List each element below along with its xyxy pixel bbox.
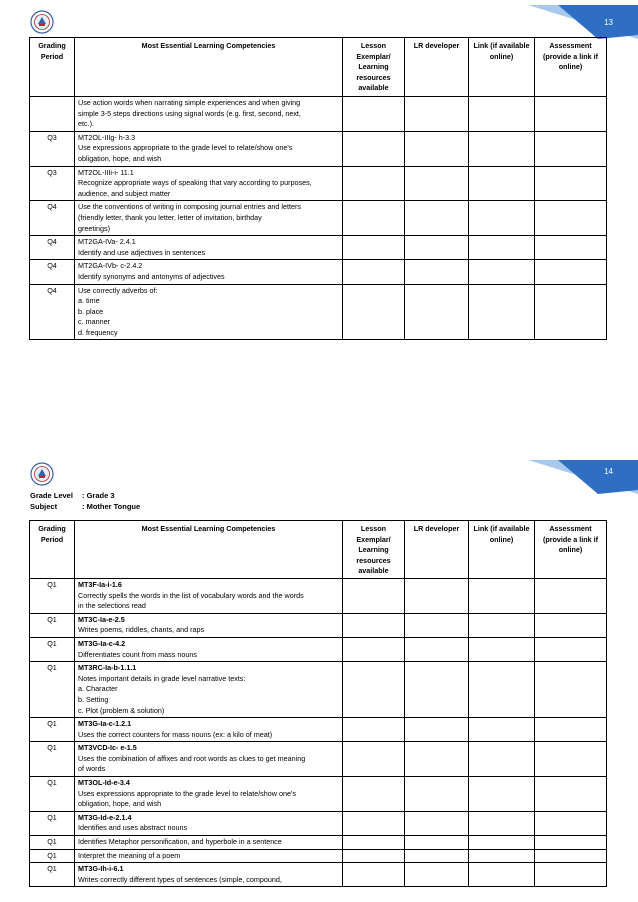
lr-developer-cell — [405, 578, 469, 613]
grading-period-cell: Q1 — [30, 718, 75, 742]
grading-period-cell: Q1 — [30, 637, 75, 661]
lesson-exemplar-cell — [343, 284, 405, 340]
competency-code: MT3VCD-Ic- e-1.5 — [78, 743, 137, 753]
subject-row — [30, 501, 140, 512]
competency-code: MT2GA-IVb- c-2.4.2 — [78, 261, 143, 271]
table-header-row — [30, 38, 607, 97]
lr-developer-cell — [405, 836, 469, 850]
grading-period-cell: Q1 — [30, 836, 75, 850]
link-cell — [469, 236, 535, 260]
link-cell — [469, 777, 535, 812]
competency-text-line: of words — [78, 764, 106, 774]
competency-text-line: Uses the correct counters for mass nouns (ex: a kilo of meat) — [78, 729, 273, 739]
competencies-table — [29, 37, 607, 340]
competency-text-line: Recognize appropriate ways of speaking that vary according to purposes, — [78, 178, 312, 188]
competency-cell — [75, 613, 343, 637]
table-row — [30, 131, 607, 166]
assessment-cell — [535, 718, 607, 742]
assessment-cell — [535, 637, 607, 661]
lr-developer-cell — [405, 131, 469, 166]
lr-developer-cell — [405, 662, 469, 718]
competency-text-line: Notes important details in grade level narrative texts: — [78, 673, 246, 683]
table-row — [30, 777, 607, 812]
lesson-exemplar-cell — [343, 811, 405, 835]
blue-corner-banner — [528, 460, 638, 494]
deped-seal-logo — [30, 10, 54, 34]
table-body — [30, 97, 607, 340]
blue-corner-banner — [528, 5, 638, 39]
competency-text-line: obligation, hope, and wish — [78, 799, 162, 809]
header-competencies: Most Essential Learning Competencies — [75, 521, 343, 579]
competency-text-line: Use action words when narrating simple experiences and when giving — [78, 98, 301, 107]
table-row — [30, 836, 607, 850]
competency-text-line: Use the conventions of writing in composing journal entries and letters — [78, 202, 301, 212]
table-row — [30, 166, 607, 201]
lr-developer-cell — [405, 777, 469, 812]
table-row — [30, 284, 607, 340]
lesson-exemplar-cell — [343, 260, 405, 284]
header-assessment: Assessment (provide a link if online) — [535, 521, 607, 579]
table-row — [30, 578, 607, 613]
lesson-exemplar-cell — [343, 836, 405, 850]
lr-developer-cell — [405, 236, 469, 260]
competency-cell — [75, 578, 343, 613]
competency-cell — [75, 742, 343, 777]
grade-level-value: : Grade 3 — [82, 491, 115, 500]
competencies-table — [29, 520, 607, 887]
link-cell — [469, 260, 535, 284]
competency-text-line: (friendly letter, thank you letter, letter of invitation, birthday — [78, 212, 262, 222]
competency-text-line: Use expressions appropriate to the grade level to relate/show one's — [78, 143, 293, 153]
lr-developer-cell — [405, 637, 469, 661]
competency-text-line: Writes correctly different types of sentences (simple, compound, — [78, 874, 282, 884]
grading-period-cell: Q3 — [30, 166, 75, 201]
assessment-cell — [535, 863, 607, 887]
lr-developer-cell — [405, 97, 469, 132]
grading-period-cell: Q1 — [30, 849, 75, 863]
assessment-cell — [535, 578, 607, 613]
lr-developer-cell — [405, 849, 469, 863]
lr-developer-cell — [405, 613, 469, 637]
link-cell — [469, 637, 535, 661]
competency-text-line: a. time — [78, 296, 100, 306]
grading-period-cell — [30, 97, 75, 132]
link-cell — [469, 662, 535, 718]
assessment-cell — [535, 166, 607, 201]
grading-period-cell: Q1 — [30, 863, 75, 887]
lesson-exemplar-cell — [343, 166, 405, 201]
competency-text-line: simple 3-5 steps directions using signal words (e.g. first, second, next, — [78, 108, 301, 118]
grading-period-cell: Q1 — [30, 742, 75, 777]
competency-text-line: audience, and subject matter — [78, 188, 171, 198]
competency-cell — [75, 836, 343, 850]
document-page-14 — [0, 460, 638, 902]
assessment-cell — [535, 97, 607, 132]
assessment-cell — [535, 811, 607, 835]
assessment-cell — [535, 742, 607, 777]
lr-developer-cell — [405, 718, 469, 742]
subject-label: Subject — [30, 502, 58, 511]
table-row — [30, 613, 607, 637]
grading-period-cell: Q4 — [30, 236, 75, 260]
document-meta — [30, 490, 140, 512]
assessment-cell — [535, 284, 607, 340]
lr-developer-cell — [405, 284, 469, 340]
competency-text-line: obligation, hope, and wish — [78, 153, 162, 163]
lesson-exemplar-cell — [343, 578, 405, 613]
assessment-cell — [535, 236, 607, 260]
assessment-cell — [535, 662, 607, 718]
competency-text-line: Identify synonyms and antonyms of adjectives — [78, 271, 225, 281]
competency-text-line: etc.). — [78, 119, 94, 129]
table-row — [30, 637, 607, 661]
competency-code: MT3OL-Id-e-3.4 — [78, 778, 130, 788]
assessment-cell — [535, 613, 607, 637]
assessment-cell — [535, 849, 607, 863]
grading-period-cell: Q1 — [30, 578, 75, 613]
competency-cell — [75, 811, 343, 835]
lr-developer-cell — [405, 201, 469, 236]
lesson-exemplar-cell — [343, 662, 405, 718]
competency-code: MT3G-Id-e-2.1.4 — [78, 812, 132, 822]
competency-cell — [75, 284, 343, 340]
competency-code: MT3C-Ia-e-2.5 — [78, 614, 125, 624]
header-assessment: Assessment (provide a link if online) — [535, 38, 607, 97]
link-cell — [469, 718, 535, 742]
link-cell — [469, 284, 535, 340]
subject-value: : Mother Tongue — [82, 502, 141, 511]
competency-cell — [75, 166, 343, 201]
competency-cell — [75, 863, 343, 887]
lesson-exemplar-cell — [343, 131, 405, 166]
lesson-exemplar-cell — [343, 97, 405, 132]
lesson-exemplar-cell — [343, 777, 405, 812]
table-body — [30, 578, 607, 886]
competency-text-line: Differentiates count from mass nouns — [78, 649, 197, 659]
header-competencies: Most Essential Learning Competencies — [75, 38, 343, 97]
link-cell — [469, 836, 535, 850]
competency-text-line: Identifies and uses abstract nouns — [78, 823, 188, 833]
table-row — [30, 849, 607, 863]
lr-developer-cell — [405, 166, 469, 201]
competency-cell — [75, 849, 343, 863]
competency-text-line: a. Character — [78, 684, 118, 694]
lesson-exemplar-cell — [343, 863, 405, 887]
competency-code: MT3G-Ia-c-1.2.1 — [78, 719, 132, 729]
link-cell — [469, 131, 535, 166]
assessment-cell — [535, 777, 607, 812]
document-page-13 — [0, 0, 638, 440]
table-row — [30, 236, 607, 260]
table-row — [30, 662, 607, 718]
competency-text-line: Uses the combination of affixes and root words as clues to get meaning — [78, 753, 306, 763]
lesson-exemplar-cell — [343, 613, 405, 637]
competency-text-line: Interpret the meaning of a poem — [78, 850, 181, 860]
grading-period-cell: Q3 — [30, 131, 75, 166]
header-link: Link (if available online) — [469, 521, 535, 579]
assessment-cell — [535, 836, 607, 850]
competency-code: MT2GA-IVa- 2.4.1 — [78, 237, 136, 247]
header-link: Link (if available online) — [469, 38, 535, 97]
header-grading-period: Grading Period — [30, 38, 75, 97]
competency-text-line: Use correctly adverbs of: — [78, 285, 158, 295]
grading-period-cell: Q1 — [30, 662, 75, 718]
header-grading-period: Grading Period — [30, 521, 75, 579]
competency-text-line: Writes poems, riddles, chants, and raps — [78, 625, 205, 635]
competency-cell — [75, 97, 343, 132]
grading-period-cell: Q4 — [30, 260, 75, 284]
assessment-cell — [535, 131, 607, 166]
competency-code: MT2OL-IIIi-i- 11.1 — [78, 167, 134, 177]
grading-period-cell: Q4 — [30, 284, 75, 340]
link-cell — [469, 613, 535, 637]
table-row — [30, 811, 607, 835]
header-lesson-exemplar: Lesson Exemplar/ Learning resources available — [343, 521, 405, 579]
competency-code: MT3G-Ia-c-4.2 — [78, 638, 126, 648]
competency-cell — [75, 637, 343, 661]
lesson-exemplar-cell — [343, 718, 405, 742]
grading-period-cell: Q1 — [30, 613, 75, 637]
grading-period-cell: Q1 — [30, 777, 75, 812]
assessment-cell — [535, 201, 607, 236]
link-cell — [469, 166, 535, 201]
table-header-row — [30, 521, 607, 579]
competency-code: MT3RC-Ia-b-1.1.1 — [78, 663, 137, 673]
page-number: 14 — [604, 467, 613, 476]
table-row — [30, 201, 607, 236]
competency-text-line: d. frequency — [78, 327, 118, 337]
header-lesson-exemplar: Lesson Exemplar/ Learning resources available — [343, 38, 405, 97]
lr-developer-cell — [405, 811, 469, 835]
grade-level-label: Grade Level — [30, 491, 73, 500]
competency-text-line: greetings) — [78, 223, 110, 233]
table-row — [30, 97, 607, 132]
link-cell — [469, 811, 535, 835]
competency-cell — [75, 777, 343, 812]
competency-cell — [75, 718, 343, 742]
lr-developer-cell — [405, 260, 469, 284]
competency-code: MT3G-Ih-i-6.1 — [78, 864, 124, 874]
assessment-cell — [535, 260, 607, 284]
lr-developer-cell — [405, 742, 469, 777]
table-row — [30, 742, 607, 777]
grading-period-cell: Q4 — [30, 201, 75, 236]
competency-cell — [75, 201, 343, 236]
table-row — [30, 863, 607, 887]
lesson-exemplar-cell — [343, 236, 405, 260]
lr-developer-cell — [405, 863, 469, 887]
competency-cell — [75, 662, 343, 718]
table-row — [30, 260, 607, 284]
competency-text-line: b. Setting — [78, 694, 109, 704]
header-lr-developer: LR developer — [405, 521, 469, 579]
competency-text-line: Uses expressions appropriate to the grade level to relate/show one's — [78, 788, 296, 798]
competency-text-line: c. manner — [78, 317, 110, 327]
link-cell — [469, 97, 535, 132]
header-lr-developer: LR developer — [405, 38, 469, 97]
lesson-exemplar-cell — [343, 201, 405, 236]
link-cell — [469, 578, 535, 613]
lesson-exemplar-cell — [343, 742, 405, 777]
competency-text-line: Correctly spells the words in the list of vocabulary words and the words — [78, 590, 304, 600]
competency-code: MT2OL-IIIg- h-3.3 — [78, 132, 136, 142]
competency-code: MT3F-Ia-i-1.6 — [78, 579, 122, 589]
competency-text-line: Identifies Metaphor personification, and hyperbole in a sentence — [78, 837, 282, 847]
competency-text-line: in the selections read — [78, 601, 146, 611]
link-cell — [469, 863, 535, 887]
link-cell — [469, 201, 535, 236]
page-number: 13 — [604, 18, 613, 27]
competency-cell — [75, 131, 343, 166]
grading-period-cell: Q1 — [30, 811, 75, 835]
link-cell — [469, 849, 535, 863]
link-cell — [469, 742, 535, 777]
lesson-exemplar-cell — [343, 849, 405, 863]
competency-text-line: Identify and use adjectives in sentences — [78, 247, 206, 257]
grade-level-row — [30, 490, 140, 501]
competency-text-line: c. Plot (problem & solution) — [78, 705, 165, 715]
deped-seal-logo — [30, 462, 54, 486]
competency-cell — [75, 260, 343, 284]
competency-cell — [75, 236, 343, 260]
competency-text-line: b. place — [78, 306, 104, 316]
lesson-exemplar-cell — [343, 637, 405, 661]
table-row — [30, 718, 607, 742]
